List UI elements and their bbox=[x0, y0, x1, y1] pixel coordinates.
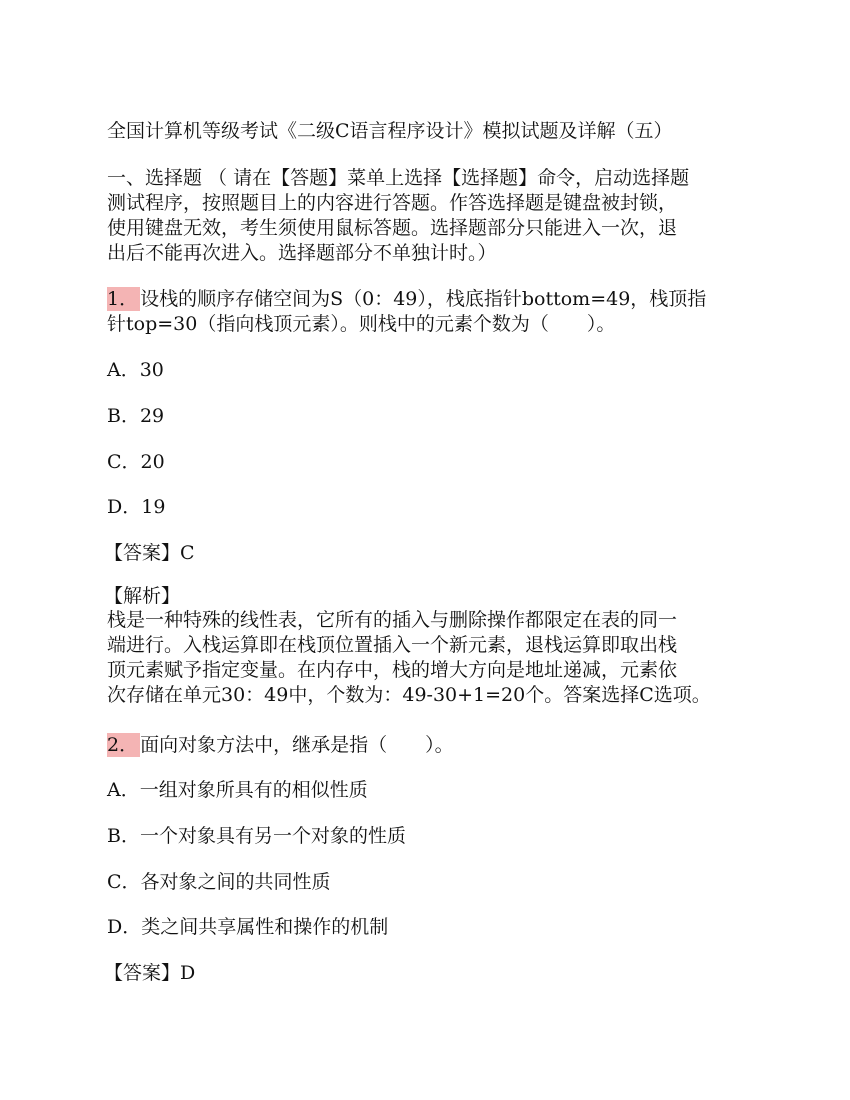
question-2-number: 2． bbox=[107, 734, 139, 756]
section-line: 一、选择题 （ 请在【答题】菜单上选择【选择题】命令，启动选择题 bbox=[107, 167, 690, 189]
section-line: 出后不能再次进入。选择题部分不单独计时。） bbox=[107, 242, 497, 264]
analysis-line: 端进行。入栈运算即在栈顶位置插入一个新元素，退栈运算即取出栈 bbox=[107, 634, 678, 656]
question-1-option-c: C．20 bbox=[107, 451, 165, 473]
section-heading bbox=[107, 166, 747, 266]
question-2-option-b: B．一个对象具有另一个对象的性质 bbox=[107, 825, 406, 847]
question-2-option-a: A．一组对象所具有的相似性质 bbox=[107, 779, 368, 801]
analysis-line: 次存储在单元30：49中，个数为：49-30+1=20个。答案选择C选项。 bbox=[107, 684, 711, 706]
question-2-option-d: D．类之间共享属性和操作的机制 bbox=[107, 916, 389, 938]
document-title: 全国计算机等级考试《二级C语言程序设计》模拟试题及详解（五） bbox=[107, 120, 673, 142]
analysis-line: 顶元素赋予指定变量。在内存中，栈的增大方向是地址递减，元素依 bbox=[107, 659, 678, 681]
question-1-stem-line: 针top=30（指向栈顶元素）。则栈中的元素个数为（ ）。 bbox=[107, 313, 616, 335]
question-1-option-a: A．30 bbox=[107, 359, 164, 381]
question-1-number: 1． bbox=[107, 288, 139, 310]
question-1-option-b: B．29 bbox=[107, 405, 165, 427]
analysis-line: 栈是一种特殊的线性表，它所有的插入与删除操作都限定在表的同一 bbox=[107, 609, 678, 631]
section-line: 使用键盘无效，考生须使用鼠标答题。选择题部分只能进入一次，退 bbox=[107, 217, 678, 239]
question-2-stem-text: 面向对象方法中，继承是指（ ）。 bbox=[140, 734, 454, 756]
question-1-answer: 【答案】C bbox=[104, 542, 195, 564]
question-1-option-d: D．19 bbox=[107, 496, 166, 518]
question-1-analysis-title bbox=[104, 584, 744, 609]
question-2-option-c: C．各对象之间的共同性质 bbox=[107, 871, 331, 893]
question-1-analysis bbox=[107, 608, 747, 708]
section-line: 测试程序，按照题目上的内容进行答题。作答选择题是键盘被封锁， bbox=[107, 192, 678, 214]
question-1-stem-line: 设栈的顺序存储空间为S（0：49），栈底指针bottom=49，栈顶指 bbox=[140, 288, 707, 310]
analysis-title: 【解析】 bbox=[104, 585, 181, 607]
question-2-stem bbox=[107, 732, 454, 758]
question-2-answer: 【答案】D bbox=[104, 962, 196, 984]
question-1-stem bbox=[107, 287, 747, 337]
